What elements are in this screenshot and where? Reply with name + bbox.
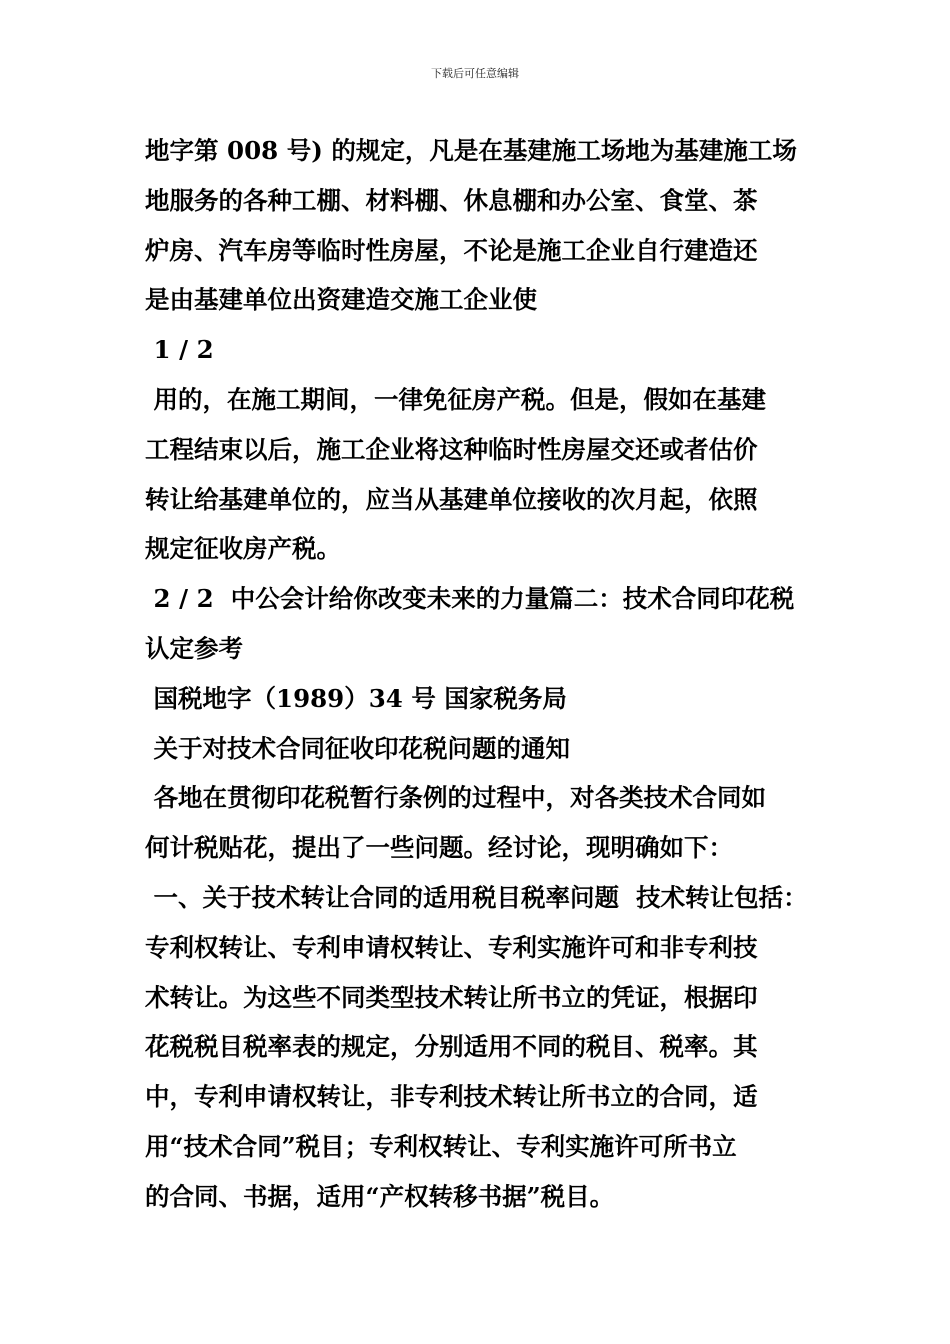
text-line: 一、关于技术转让合同的适用税目税率问题 技术转让包括： (145, 882, 808, 912)
text-line: 工程结束以后，施工企业将这种临时性房屋交还或者估价 (145, 434, 758, 464)
text-line: 各地在贯彻印花税暂行条例的过程中，对各类技术合同如 (145, 783, 767, 813)
text-line: 花税税目税率表的规定，分别适用不同的税目、税率。其 (145, 1032, 758, 1062)
text-line: 规定征收房产税。 (145, 534, 341, 564)
text-line: 的合同、书据，适用“产权转移书据”税目。 (145, 1181, 615, 1211)
page-number: 1 / 2 (145, 335, 214, 365)
text-line: 地字第 008 号) 的规定，凡是在基建施工场地为基建施工场 (145, 136, 797, 165)
text-line: 炉房、汽车房等临时性房屋，不论是施工企业自行建造还 (145, 235, 758, 265)
text-line: 专利权转让、专利申请权转让、专利实施许可和非专利技 (145, 932, 758, 962)
section-heading-line: 2 / 2 中公会计给你改变未来的力量篇二：技术合同印花税 (145, 584, 795, 614)
text-line: 认定参考 (145, 633, 243, 663)
text-line: 地服务的各种工棚、材料棚、休息棚和办公室、食堂、茶 (145, 185, 758, 215)
notice-title: 关于对技术合同征收印花税问题的通知 (145, 733, 571, 763)
document-body (145, 126, 835, 1222)
page-header: 下载后可任意编辑 (431, 67, 519, 80)
text-line: 是由基建单位出资建造交施工企业使 (145, 285, 537, 315)
text-line: 用“技术合同”税目；专利权转让、专利实施许可所书立 (145, 1131, 737, 1161)
text-line: 术转让。为这些不同类型技术转让所书立的凭证，根据印 (145, 982, 758, 1012)
text-line: 用的，在施工期间，一律免征房产税。但是，假如在基建 (145, 384, 767, 414)
text-line: 何计税贴花，提出了一些问题。经讨论，现明确如下： (145, 833, 733, 863)
text-line: 中，专利申请权转让，非专利技术转让所书立的合同，适 (145, 1082, 758, 1112)
document-number: 国税地字（1989）34 号 国家税务局 (145, 683, 567, 713)
text-line: 转让给基建单位的，应当从基建单位接收的次月起，依照 (145, 484, 758, 514)
